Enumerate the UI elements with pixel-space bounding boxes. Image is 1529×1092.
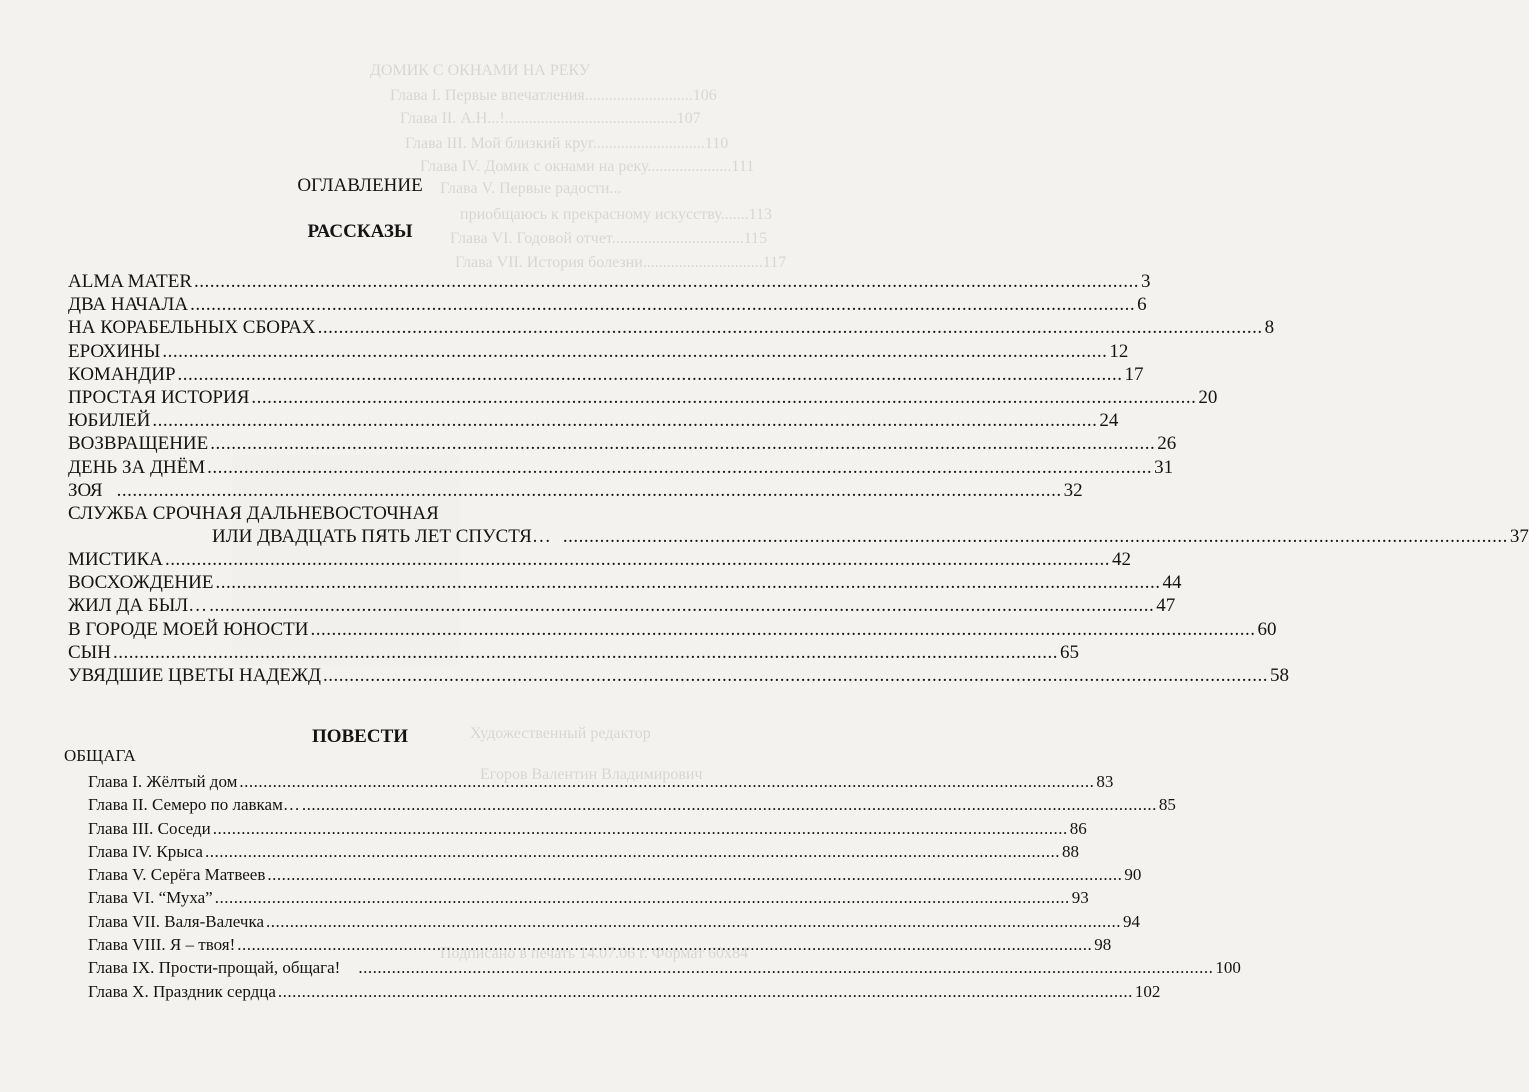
bleed-line: Глава V. Первые радости...: [440, 180, 622, 197]
leader-dots: [210, 432, 1155, 455]
chapter-entry[interactable]: [88, 886, 1089, 909]
leader-dots: [165, 548, 1110, 571]
toc-entry[interactable]: [68, 618, 1277, 641]
chapter-entry[interactable]: [88, 980, 1161, 1003]
entry-title: ЮБИЛЕЙ: [68, 410, 151, 432]
entry-page: 65: [1059, 641, 1079, 663]
leader-dots: [194, 270, 1139, 293]
leader-dots: [207, 456, 1152, 479]
bleed-line: Глава I. Первые впечатления...........................106: [390, 87, 717, 104]
leader-dots: [267, 863, 1122, 886]
entry-page: 32: [1063, 479, 1083, 501]
chapter-page: 93: [1071, 888, 1089, 908]
entry-page: 44: [1162, 572, 1182, 594]
chapter-title: Глава IV. Крыса: [88, 841, 203, 861]
toc-entry[interactable]: [68, 270, 1151, 293]
chapter-entry[interactable]: [88, 840, 1079, 863]
entry-page: 37: [1509, 525, 1529, 547]
leader-dots: [209, 594, 1154, 617]
bleed-line: Художественный редактор: [470, 725, 651, 742]
toc-entry[interactable]: [68, 479, 1083, 502]
entry-title: УВЯДШИЕ ЦВЕТЫ НАДЕЖД: [68, 665, 321, 686]
leader-dots: [113, 641, 1058, 664]
toc-entry[interactable]: [68, 432, 1177, 455]
entry-title: ПРОСТАЯ ИСТОРИЯ: [68, 386, 250, 408]
leader-dots: [178, 363, 1123, 386]
bleed-line: приобщаюсь к прекрасному искусству.......113: [460, 206, 773, 223]
bleed-line: ДОМИК С ОКНАМИ НА РЕКУ: [370, 62, 591, 79]
chapter-title: Глава VIII. Я – твоя!: [88, 935, 236, 955]
leader-dots: [117, 479, 1062, 502]
chapter-title: Глава III. Соседи: [88, 818, 211, 838]
leader-dots: [215, 571, 1160, 594]
chapter-page: 100: [1215, 958, 1241, 978]
entry-title: ДЕНЬ ЗА ДНЁМ: [68, 456, 206, 478]
toc-entry-long-line2[interactable]: [68, 525, 1529, 548]
chapter-title: Глава X. Праздник сердца: [88, 981, 276, 1001]
entry-title: ИЛИ ДВАДЦАТЬ ПЯТЬ ЛЕТ СПУСТЯ…: [212, 525, 551, 547]
chapter-entry[interactable]: [88, 863, 1142, 886]
toc-entry[interactable]: [68, 571, 1182, 594]
bleed-line: Подписано в печать 14.07.06 г. Формат 60x84: [440, 945, 749, 962]
toc-entry[interactable]: [68, 409, 1119, 432]
entry-title: ALMA MATER: [68, 271, 193, 292]
chapter-title: Глава VII. Валя-Валечка: [88, 911, 265, 931]
entry-title: ВОЗВРАЩЕНИЕ: [68, 433, 209, 455]
bleed-line: Глава IV. Домик с окнами на реку.....................111: [420, 158, 755, 175]
chapter-title: Глава I. Жёлтый дом: [88, 772, 238, 791]
leader-dots: [302, 793, 1157, 816]
toc-entry[interactable]: [68, 548, 1132, 571]
leader-dots: [162, 340, 1107, 363]
leader-dots: [318, 316, 1263, 339]
entry-page: 31: [1154, 456, 1174, 478]
toc-entry[interactable]: [68, 641, 1079, 664]
leader-dots: [563, 525, 1508, 548]
novels-heading: ПОВЕСТИ: [311, 726, 409, 747]
chapter-page: 83: [1096, 772, 1114, 791]
leader-dots: [358, 956, 1213, 979]
chapter-entry[interactable]: [88, 817, 1087, 840]
entry-page: 47: [1156, 595, 1176, 617]
entry-page: 42: [1112, 549, 1132, 571]
entry-page: 6: [1137, 294, 1147, 316]
leader-dots: [310, 618, 1255, 641]
entry-page: 12: [1109, 340, 1129, 362]
leader-dots: [251, 386, 1196, 409]
bleed-line: Глава VII. История болезни..............................117: [455, 254, 787, 271]
chapter-page: 90: [1124, 865, 1142, 885]
toc-entry[interactable]: [68, 664, 1289, 687]
leader-dots: [239, 770, 1094, 793]
chapter-page: 86: [1069, 818, 1087, 838]
chapter-page: 98: [1094, 935, 1112, 955]
chapter-page: 88: [1061, 841, 1079, 861]
chapter-title: Глава V. Серёга Матвеев: [88, 865, 266, 885]
entry-title: В ГОРОДЕ МОЕЙ ЮНОСТИ: [68, 618, 309, 640]
entry-page: 17: [1124, 363, 1144, 385]
toc-heading: ОГЛАВЛЕНИЕ: [297, 175, 423, 196]
toc-entry-long-line1[interactable]: СЛУЖБА СРОЧНАЯ ДАЛЬНЕВОСТОЧНАЯ: [68, 502, 439, 524]
toc-entry[interactable]: [68, 293, 1147, 316]
toc-entry[interactable]: [68, 363, 1144, 386]
chapters-list: [88, 770, 1241, 1003]
chapter-entry[interactable]: [88, 956, 1241, 979]
stories-heading: РАССКАЗЫ: [307, 221, 413, 242]
bleed-line: Глава III. Мой близкий круг............................110: [405, 135, 729, 152]
entry-title: КОМАНДИР: [68, 363, 176, 385]
chapter-entry[interactable]: [88, 770, 1114, 793]
leader-dots: [205, 840, 1060, 863]
bleed-line: Егоров Валентин Владимирович: [480, 766, 703, 783]
entry-title: МИСТИКА: [68, 549, 164, 571]
leader-dots: [323, 664, 1268, 687]
entry-title: ЕРОХИНЫ: [68, 340, 161, 362]
toc-entry[interactable]: [68, 594, 1176, 617]
chapter-page: 94: [1123, 911, 1141, 931]
entry-page: 60: [1257, 618, 1277, 640]
entry-page: 58: [1269, 665, 1289, 686]
entry-title: НА КОРАБЕЛЬНЫХ СБОРАХ: [68, 317, 316, 339]
entry-page: 24: [1099, 410, 1119, 432]
novel-section-title: ОБЩАГА: [64, 746, 136, 765]
entry-page: 8: [1264, 317, 1275, 339]
stories-list: [68, 270, 1529, 687]
entry-page: 20: [1198, 386, 1218, 408]
bleed-line: Глава II. А.Н...!...........................................107: [400, 110, 701, 127]
leader-dots: [266, 910, 1121, 933]
entry-page: 26: [1157, 433, 1177, 455]
toc-entry[interactable]: [68, 456, 1174, 479]
toc-entry[interactable]: [68, 340, 1129, 363]
entry-title: СЫН: [68, 641, 111, 663]
chapter-page: 102: [1134, 981, 1161, 1001]
bleed-line: Глава VI. Годовой отчет.................................115: [450, 230, 768, 247]
leader-dots: [215, 886, 1070, 909]
leader-dots: [213, 817, 1068, 840]
chapter-entry[interactable]: [88, 910, 1141, 933]
leader-dots: [152, 409, 1097, 432]
chapter-title: Глава IX. Прости-прощай, общага!: [88, 958, 341, 978]
leader-dots: [278, 980, 1133, 1003]
entry-title: ЖИЛ ДА БЫЛ…: [68, 595, 208, 617]
chapter-title: Глава II. Семеро по лавкам…: [88, 795, 300, 815]
toc-entry[interactable]: [68, 316, 1275, 339]
entry-title: ЗОЯ: [68, 479, 103, 501]
chapter-entry[interactable]: [88, 793, 1176, 816]
entry-title: ДВА НАЧАЛА: [68, 294, 189, 316]
leader-dots: [190, 293, 1135, 316]
chapter-page: 85: [1158, 795, 1176, 815]
entry-title: ВОСХОЖДЕНИЕ: [68, 572, 214, 594]
toc-entry[interactable]: [68, 386, 1218, 409]
leader-dots: [237, 933, 1092, 956]
chapter-title: Глава VI. “Муха”: [88, 888, 213, 908]
entry-page: 3: [1141, 271, 1151, 292]
